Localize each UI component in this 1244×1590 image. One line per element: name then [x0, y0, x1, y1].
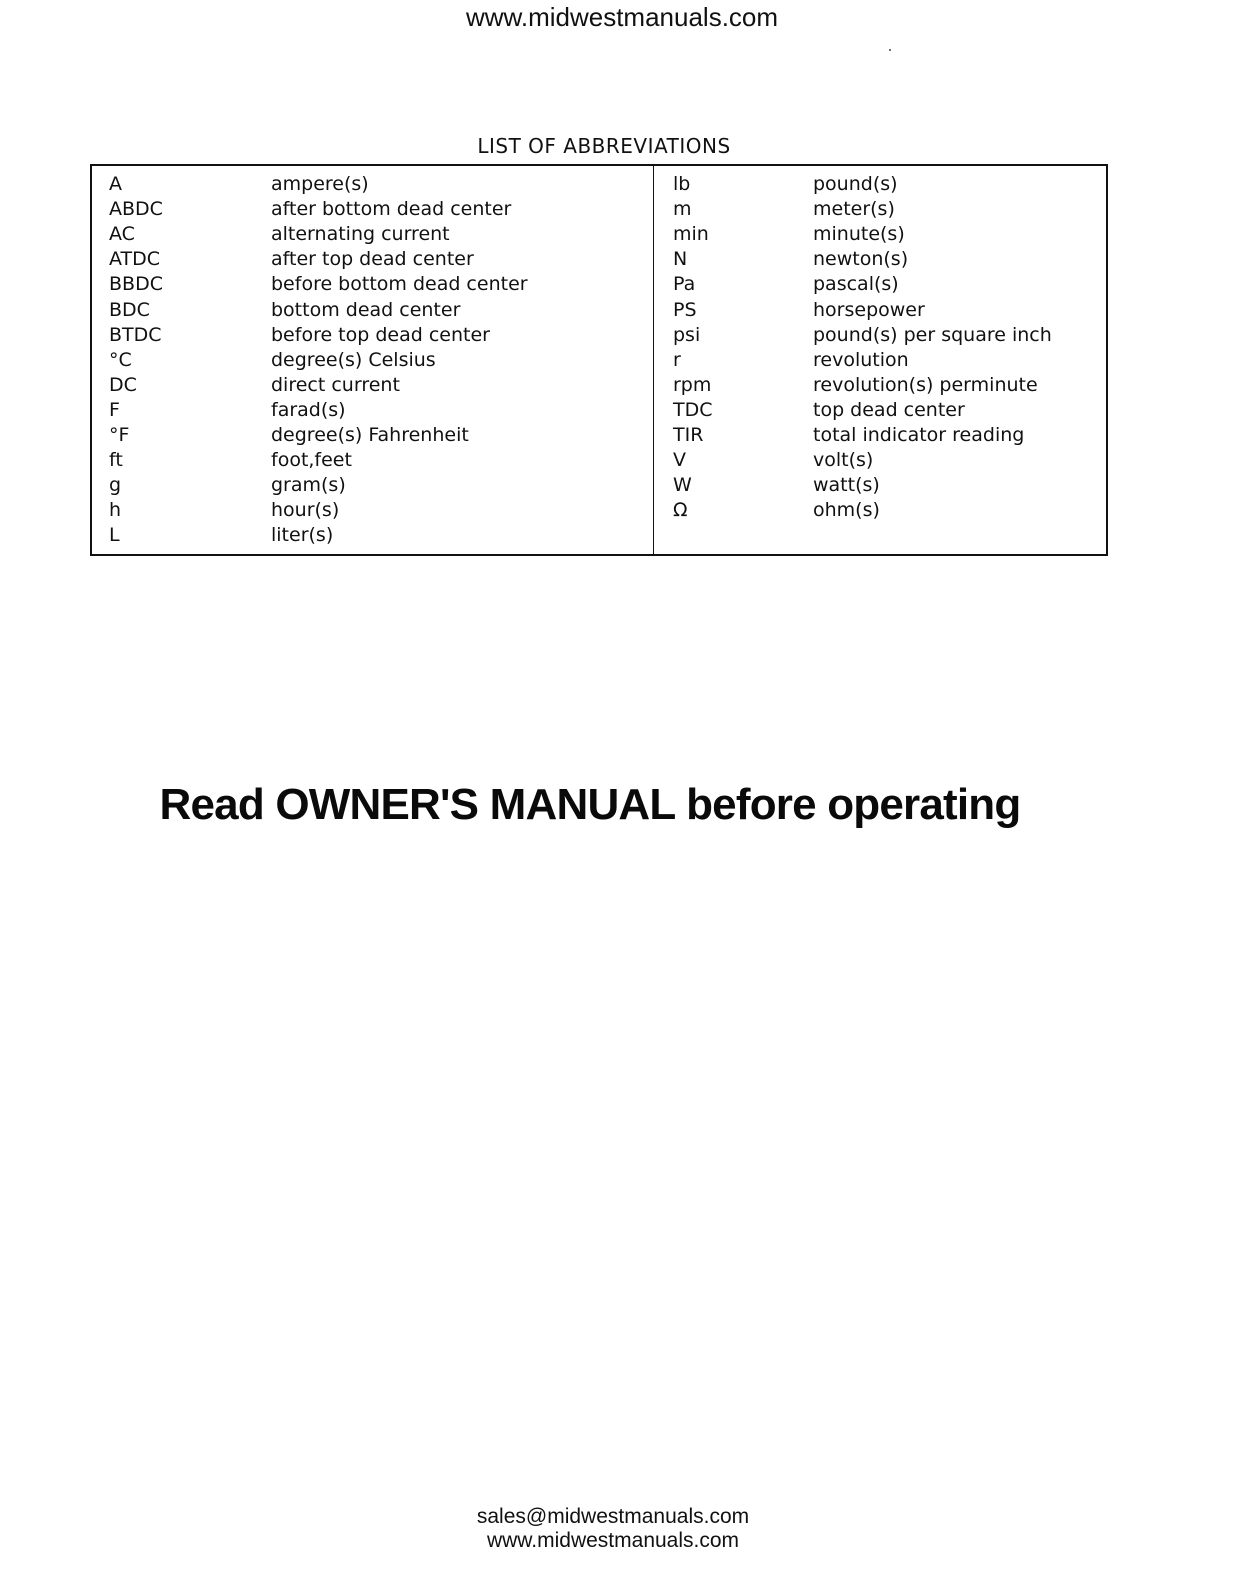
- abbreviation-row: [654, 498, 1106, 523]
- abbreviation-code: Ω: [673, 499, 688, 522]
- abbreviation-code: m: [673, 198, 692, 221]
- abbreviation-row: [92, 448, 653, 473]
- abbreviation-row: [92, 423, 653, 448]
- abbreviation-code: r: [673, 348, 681, 371]
- abbreviation-row: [92, 373, 653, 398]
- abbreviation-meaning: meter(s): [813, 198, 895, 221]
- abbreviation-code: ABDC: [109, 198, 163, 221]
- abbreviations-left-column: [92, 166, 654, 554]
- abbreviations-title: LIST OF ABBREVIATIONS: [477, 134, 731, 158]
- abbreviation-meaning: before bottom dead center: [271, 273, 528, 296]
- abbreviation-row: [654, 373, 1106, 398]
- abbreviations-table: [90, 164, 1108, 556]
- abbreviation-code: AC: [109, 223, 135, 246]
- abbreviation-code: L: [109, 524, 120, 547]
- abbreviation-row: [92, 197, 653, 222]
- abbreviation-meaning: top dead center: [813, 398, 965, 421]
- abbreviation-meaning: ohm(s): [813, 499, 880, 522]
- abbreviation-meaning: pascal(s): [813, 273, 899, 296]
- abbreviation-code: °F: [109, 424, 130, 446]
- abbreviation-meaning: degree(s) Celsius: [271, 348, 436, 371]
- abbreviation-row: [654, 348, 1106, 373]
- abbreviation-meaning: newton(s): [813, 248, 909, 271]
- abbreviation-meaning: bottom dead center: [271, 298, 461, 321]
- abbreviation-row: [92, 172, 653, 197]
- abbreviation-meaning: total indicator reading: [813, 424, 1025, 446]
- abbreviation-meaning: after top dead center: [271, 248, 474, 271]
- abbreviation-code: DC: [109, 373, 137, 396]
- abbreviation-row: [654, 398, 1106, 423]
- abbreviation-row: [92, 498, 653, 523]
- owners-manual-notice: Read OWNER'S MANUAL before operating: [159, 780, 1021, 829]
- footer-email[interactable]: sales@midwestmanuals.com: [476, 1505, 750, 1528]
- abbreviation-meaning: foot,feet: [271, 449, 352, 472]
- abbreviation-code: A: [109, 173, 122, 195]
- abbreviation-meaning: farad(s): [271, 398, 346, 421]
- abbreviation-meaning: horsepower: [813, 298, 925, 321]
- abbreviation-code: °C: [109, 348, 132, 371]
- abbreviation-code: BTDC: [109, 323, 162, 346]
- abbreviation-row: [92, 298, 653, 323]
- abbreviation-row: [654, 448, 1106, 473]
- abbreviation-row: [654, 423, 1106, 448]
- abbreviation-row: [92, 473, 653, 498]
- abbreviation-row: [92, 348, 653, 373]
- abbreviation-meaning: watt(s): [813, 474, 880, 497]
- footer: [0, 1505, 1226, 1553]
- abbreviation-meaning: gram(s): [271, 474, 346, 497]
- abbreviation-row: [654, 298, 1106, 323]
- abbreviation-code: min: [673, 223, 709, 246]
- abbreviation-code: lb: [673, 173, 691, 195]
- header-url[interactable]: www.midwestmanuals.com: [465, 2, 779, 32]
- abbreviation-code: Pa: [673, 273, 696, 296]
- abbreviation-row: [654, 272, 1106, 297]
- abbreviation-meaning: volt(s): [813, 449, 874, 472]
- abbreviation-code: TDC: [673, 398, 713, 421]
- abbreviation-code: PS: [673, 298, 697, 321]
- abbreviation-code: psi: [673, 323, 701, 346]
- abbreviation-row: [92, 323, 653, 348]
- abbreviation-row: [654, 473, 1106, 498]
- abbreviation-code: W: [673, 474, 692, 497]
- abbreviations-right-column: [654, 166, 1106, 554]
- footer-url[interactable]: www.midwestmanuals.com: [486, 1529, 740, 1552]
- abbreviation-meaning: before top dead center: [271, 323, 490, 346]
- abbreviation-code: BBDC: [109, 273, 163, 296]
- abbreviation-row: [92, 272, 653, 297]
- abbreviation-meaning: revolution: [813, 348, 909, 371]
- abbreviation-code: rpm: [673, 373, 712, 396]
- abbreviation-code: BDC: [109, 298, 150, 321]
- abbreviation-meaning: minute(s): [813, 223, 905, 246]
- abbreviation-code: h: [109, 499, 122, 522]
- abbreviation-meaning: ampere(s): [271, 173, 369, 195]
- abbreviation-row: [654, 222, 1106, 247]
- abbreviation-code: N: [673, 248, 688, 271]
- abbreviation-row: [654, 197, 1106, 222]
- abbreviation-meaning: alternating current: [271, 223, 450, 246]
- abbreviation-row: [654, 323, 1106, 348]
- abbreviation-meaning: hour(s): [271, 499, 340, 522]
- abbreviation-code: ATDC: [109, 248, 161, 271]
- abbreviation-meaning: direct current: [271, 373, 400, 396]
- abbreviation-meaning: degree(s) Fahrenheit: [271, 424, 469, 446]
- abbreviation-code: g: [109, 474, 122, 497]
- abbreviation-code: V: [673, 449, 686, 472]
- abbreviation-row: [92, 247, 653, 272]
- abbreviation-row: [92, 222, 653, 247]
- abbreviation-code: F: [109, 398, 120, 421]
- abbreviation-meaning: pound(s) per square inch: [813, 323, 1052, 346]
- abbreviation-meaning: after bottom dead center: [271, 198, 512, 221]
- abbreviation-code: TIR: [673, 424, 704, 446]
- abbreviation-meaning: revolution(s) perminute: [813, 373, 1038, 396]
- abbreviation-meaning: pound(s): [813, 173, 898, 195]
- abbreviation-row: [92, 398, 653, 423]
- scan-speck: [889, 49, 891, 51]
- abbreviation-row: [92, 523, 653, 548]
- abbreviation-row: [654, 247, 1106, 272]
- abbreviation-meaning: liter(s): [271, 524, 334, 547]
- abbreviation-code: ft: [109, 449, 123, 472]
- abbreviation-row: [654, 172, 1106, 197]
